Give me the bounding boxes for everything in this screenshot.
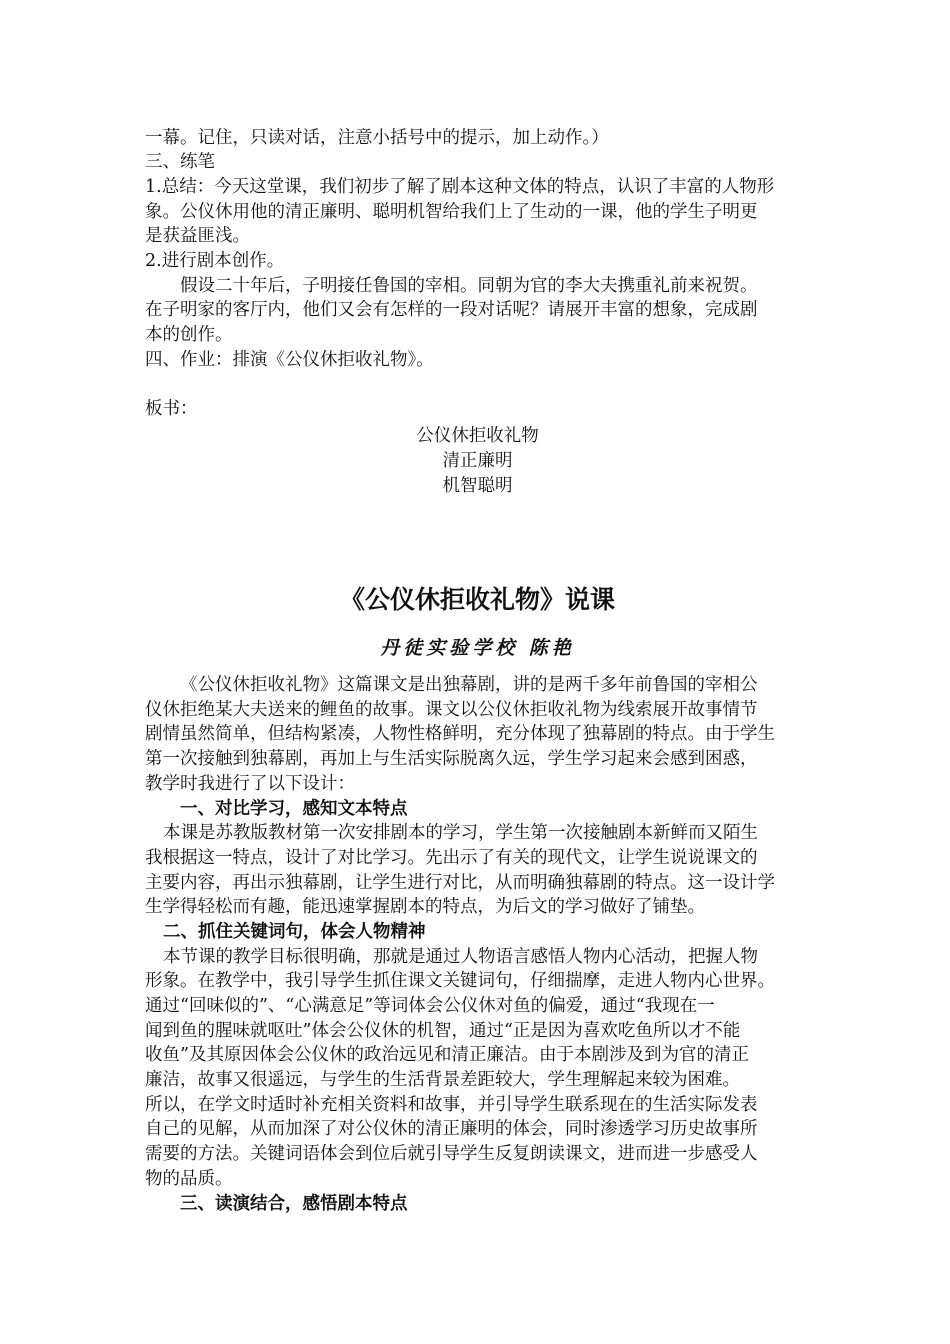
section-heading: 三、练笔 xyxy=(145,152,215,172)
paragraph-line: 所以，在学文时适时补充相关资料和故事，并引导学生联系现在的生活实际发表 xyxy=(145,1095,758,1115)
text-line: 一幕。记住，只读对话，注意小括号中的提示，加上动作。） xyxy=(145,128,609,148)
paragraph-line: 闻到鱼的腥味就呕吐”体会公仪休的机智，通过“正是因为喜欢吃鱼所以才不能 xyxy=(145,1021,741,1041)
paragraph-line: 教学时我进行了以下设计： xyxy=(145,774,355,794)
paragraph-line: 我根据这一特点，设计了对比学习。先出示了有关的现代文，让学生说说课文的 xyxy=(145,848,758,868)
paragraph-line: 生学得轻松而有趣，能迅速掌握剧本的特点，为后文的学习做好了铺垫。 xyxy=(145,897,705,917)
paragraph-line: 《公仪休拒收礼物》这篇课文是出独幕剧，讲的是两千多年前鲁国的宰相公 xyxy=(180,675,758,695)
section-heading: 一、对比学习，感知文本特点 xyxy=(180,799,408,819)
text-line: 是获益匪浅。 xyxy=(145,226,250,246)
text-line: 2.进行剧本创作。 xyxy=(145,251,285,271)
board-title: 公仪休拒收礼物 xyxy=(416,426,539,446)
paragraph-line: 自己的见解，从而加深了对公仪休的清正廉明的体会，同时渗透学习历史故事所 xyxy=(145,1119,758,1139)
paragraph-line: 主要内容，再出示独幕剧，让学生进行对比，从而明确独幕剧的特点。这一设计学 xyxy=(145,873,775,893)
paragraph-line: 收鱼”及其原因体会公仪休的政治远见和清正廉洁。由于本剧涉及到为官的清正 xyxy=(145,1045,749,1065)
paragraph-line: 剧情虽然简单，但结构紧凑，人物性格鲜明，充分体现了独幕剧的特点。由于学生 xyxy=(145,724,775,744)
text-line: 象。公仪休用他的清正廉明、聪明机智给我们上了生动的一课，他的学生子明更 xyxy=(145,202,758,222)
section-heading: 二、抓住关键词句，体会人物精神 xyxy=(163,922,426,942)
paragraph-line: 本节课的教学目标很明确，那就是通过人物语言感悟人物内心活动，把握人物 xyxy=(163,947,758,967)
paragraph-line: 物的品质。 xyxy=(145,1169,233,1189)
section-heading: 三、读演结合，感悟剧本特点 xyxy=(180,1194,408,1214)
text-line: 假设二十年后，子明接任鲁国的宰相。同朝为官的李大夫携重礼前来祝贺。 xyxy=(180,276,758,296)
paragraph-line: 形象。在教学中，我引导学生抓住课文关键词句，仔细揣摩，走进人物内心世界。 xyxy=(145,971,775,991)
paragraph-line: 仪休拒绝某大夫送来的鲤鱼的故事。课文以公仪休拒收礼物为线索展开故事情节 xyxy=(145,700,758,720)
text-line: 在子明家的客厅内，他们又会有怎样的一段对话呢？请展开丰富的想象，完成剧 xyxy=(145,300,758,320)
page-title: 《公仪休拒收礼物》说课 xyxy=(339,585,615,614)
text-line: 本的创作。 xyxy=(145,325,233,345)
paragraph-line: 廉洁，故事又很遥远，与学生的生活背景差距较大，学生理解起来较为困难。 xyxy=(145,1070,740,1090)
author-line: 丹徒实验学校 陈艳 xyxy=(380,637,575,659)
paragraph-line: 第一次接触到独幕剧，再加上与生活实际脱离久远，学生学习起来会感到困惑， xyxy=(145,749,758,769)
paragraph-line: 本课是苏教版教材第一次安排剧本的学习，学生第一次接触剧本新鲜而又陌生 xyxy=(163,823,758,843)
paragraph-line: 通过“回味似的”、“心满意足”等词体会公仪休对鱼的偏爱，通过“我现在一 xyxy=(145,996,715,1016)
board-line: 清正廉明 xyxy=(442,451,513,471)
text-line: 1.总结：今天这堂课，我们初步了解了剧本这种文体的特点，认识了丰富的人物形 xyxy=(145,177,775,197)
section-heading: 四、作业：排演《公仪休拒收礼物》。 xyxy=(145,350,434,370)
paragraph-line: 需要的方法。关键词语体会到位后就引导学生反复朗读课文，进而进一步感受人 xyxy=(145,1144,758,1164)
board-label: 板书： xyxy=(145,399,198,419)
board-line: 机智聪明 xyxy=(442,476,513,496)
